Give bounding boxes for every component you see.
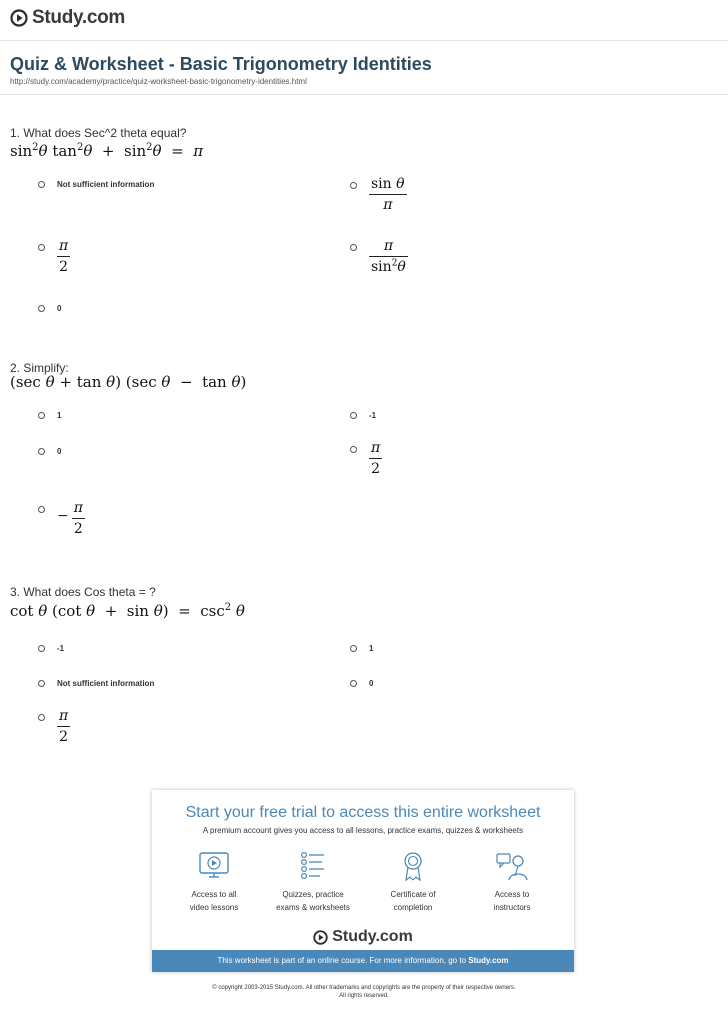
copyright	[0, 984, 728, 1000]
radio-button[interactable]	[38, 506, 45, 513]
radio-button[interactable]	[350, 412, 357, 419]
page-title: Quiz & Worksheet - Basic Trigonometry Identities	[10, 54, 432, 74]
option-label: 0	[57, 447, 62, 456]
q2-option-one[interactable]	[38, 409, 61, 422]
question-2-title: 2. Simplify:	[10, 361, 69, 375]
instructor-icon	[495, 850, 529, 882]
question-1-title: 1. What does Sec^2 theta equal?	[10, 126, 187, 140]
q1-option-pi-over-2[interactable]	[38, 238, 70, 275]
q2-option-zero[interactable]	[38, 445, 61, 458]
option-label: 1	[57, 411, 62, 420]
logo-text: Study.com	[32, 7, 126, 28]
header-divider	[0, 40, 728, 41]
feature-certificate	[363, 850, 463, 914]
option-label: -1	[57, 644, 65, 653]
certificate-icon	[396, 850, 430, 882]
q3-option-neg-one[interactable]	[38, 642, 64, 655]
promo-subtitle: A premium account gives you access to all lessons, practice exams, quizzes & worksheets	[202, 826, 524, 835]
copyright-line-2: All rights reserved.	[339, 993, 389, 999]
radio-button[interactable]	[38, 448, 45, 455]
q1-option-not-sufficient[interactable]	[38, 178, 154, 191]
radio-button[interactable]	[350, 244, 357, 251]
page-url: http://study.com/academy/practice/quiz-worksheet-basic-trigonometry-identities.html	[10, 77, 307, 86]
question-3-title: 3. What does Cos theta = ?	[10, 585, 156, 599]
question-2-equation: (sec θ + tan θ) (sec θ − tan θ)	[10, 373, 247, 391]
radio-button[interactable]	[350, 680, 357, 687]
radio-button[interactable]	[350, 645, 357, 652]
course-info-bar	[152, 950, 574, 972]
radio-button[interactable]	[350, 446, 357, 453]
quiz-list-icon	[296, 850, 330, 882]
q3-option-zero[interactable]	[350, 677, 373, 690]
promo-title[interactable]: Start your free trial to access this entire worksheet	[185, 804, 541, 821]
q2-option-neg-pi-over-2[interactable]	[38, 500, 85, 537]
question-3-equation: cot θ (cot $\theta + \sin \theta) = \csc^2 \theta$	[10, 602, 245, 620]
fraction-pi-over-2: $\frac{\pi}{2}$	[59, 238, 69, 275]
play-circle-icon	[10, 9, 28, 27]
q3-option-not-sufficient[interactable]	[38, 677, 154, 690]
study-logo[interactable]	[10, 6, 125, 30]
feature-quizzes	[263, 850, 363, 914]
play-circle-icon	[313, 930, 328, 945]
q2-option-pi-over-2[interactable]	[350, 440, 382, 477]
fraction-pi-over-2: $\frac{\pi}{2}$	[371, 440, 381, 477]
feature-label: Certificate of completion	[390, 890, 436, 912]
radio-button[interactable]	[38, 412, 45, 419]
radio-button[interactable]	[38, 244, 45, 251]
option-label: -1	[369, 411, 377, 420]
feature-instructors	[462, 850, 562, 914]
option-label: 0	[57, 304, 62, 313]
q1-option-pi-over-sin2[interactable]	[350, 238, 408, 275]
fraction-pi-over-sin2-theta: $\frac{\pi}{\sin^2\theta}$	[371, 238, 406, 275]
option-label: Not sufficient information	[57, 180, 155, 189]
copyright-line-1: © copyright 2003-2015 Study.com. All other trademarks and copyrights are the property of their respective owners.	[212, 985, 516, 991]
title-divider	[0, 94, 728, 95]
study-link[interactable]: Study.com	[468, 956, 509, 965]
option-label: 1	[369, 644, 374, 653]
option-label: 0	[369, 679, 374, 688]
radio-button[interactable]	[38, 645, 45, 652]
logo-text: Study.com	[332, 928, 413, 945]
feature-video-lessons	[164, 850, 264, 914]
q1-option-sin-over-pi[interactable]	[350, 176, 407, 213]
fraction-pi-over-2: $\frac{\pi}{2}$	[59, 708, 69, 745]
free-trial-promo	[152, 790, 574, 972]
minus-sign: −	[57, 508, 69, 524]
promo-study-logo[interactable]	[152, 928, 574, 946]
fraction-pi-over-2: $\frac{\pi}{2}$	[73, 500, 83, 537]
feature-label: Quizzes, practice exams & worksheets	[276, 890, 350, 912]
radio-button[interactable]	[38, 181, 45, 188]
option-label: Not sufficient information	[57, 679, 155, 688]
fraction-sin-theta-over-pi: $\frac{\text{sin θ}}{\pi}$	[371, 176, 405, 213]
radio-button[interactable]	[350, 182, 357, 189]
radio-button[interactable]	[38, 714, 45, 721]
q3-option-one[interactable]	[350, 642, 373, 655]
q3-option-pi-over-2[interactable]	[38, 708, 70, 745]
course-info-text: This worksheet is part of an online course. For more information, go to	[217, 956, 469, 965]
radio-button[interactable]	[38, 305, 45, 312]
video-lesson-icon	[197, 850, 231, 882]
q1-option-zero[interactable]	[38, 302, 61, 315]
radio-button[interactable]	[38, 680, 45, 687]
q2-option-neg-one[interactable]	[350, 409, 376, 422]
question-1-equation: $\sin^2\theta$ $\tan^2\theta + \sin^2\theta = \pi$	[10, 142, 204, 160]
feature-label: Access to all video lessons	[189, 890, 239, 912]
feature-label: Access to instructors	[493, 890, 531, 912]
